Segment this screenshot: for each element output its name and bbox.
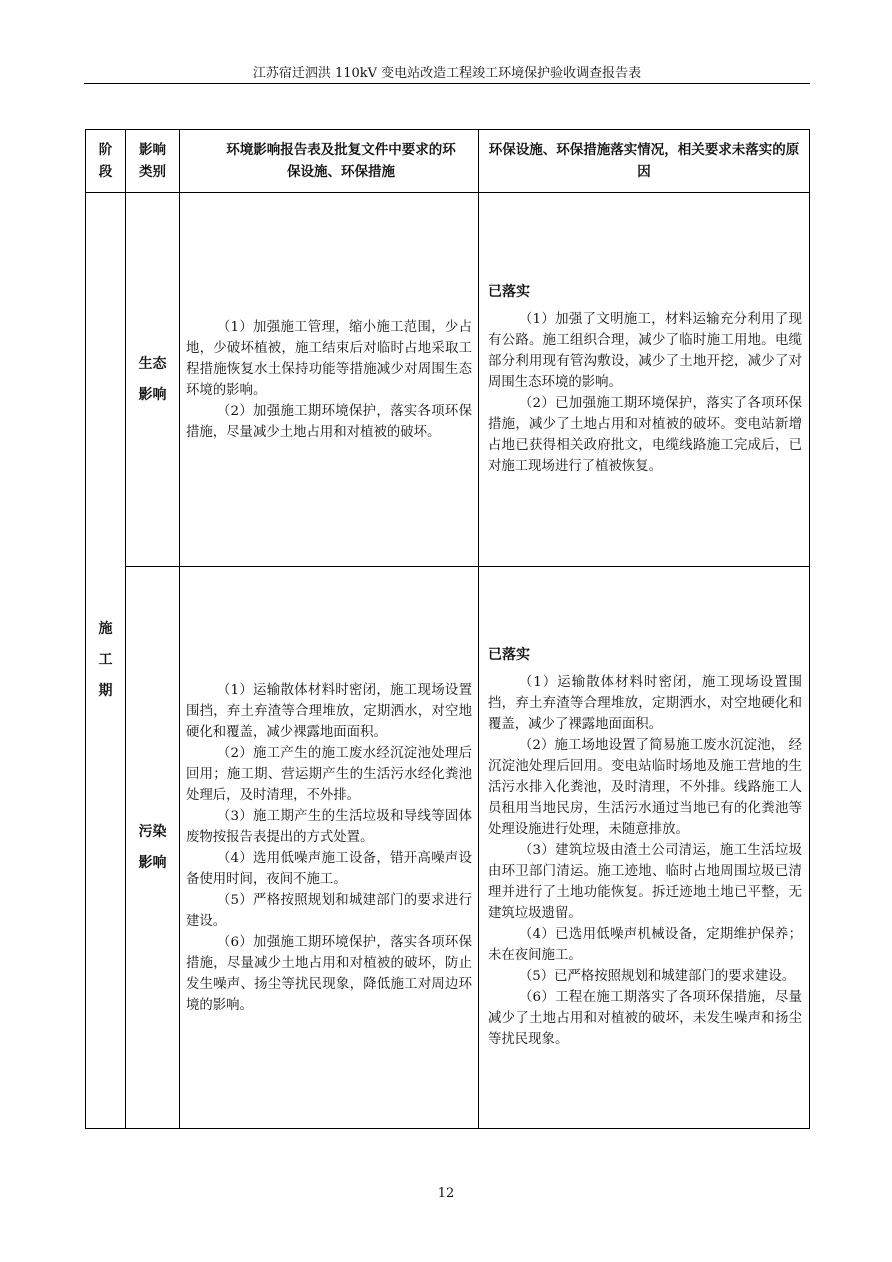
category-label bbox=[126, 817, 179, 879]
stage-label-char: 工 bbox=[98, 652, 113, 668]
category-label-line: 生态 bbox=[138, 355, 167, 372]
results-cell-ecology bbox=[479, 193, 810, 567]
requirements-cell-pollution bbox=[180, 567, 479, 1129]
result-item: （2）施工场地设置了简易施工废水沉淀池， 经沉淀池处理后回用。变电站临时场地及施工营地的生活污水排入化粪池，及时清理，不外排。线路施工人员租用当地民房，生活污水通过当地已有的化粪池等处理设施进行处理，未随意排放。 bbox=[488, 738, 802, 837]
requirements-cell-ecology bbox=[180, 193, 479, 567]
table-header-row bbox=[86, 130, 810, 193]
category-label bbox=[126, 349, 179, 411]
requirement-item: （1）运输散体材料时密闭，施工现场设置围挡，弃土弃渣等合理堆放，定期洒水，对空地硬化和覆盖，减少裸露地面面积。 bbox=[186, 682, 472, 740]
requirement-item: （2）加强施工期环境保护，落实各项环保措施，尽量减少土地占用和对植被的破坏。 bbox=[186, 403, 472, 440]
requirement-item: （3）施工期产生的生活垃圾和导线等固体废物按报告表提出的方式处置。 bbox=[186, 808, 472, 845]
category-cell-pollution bbox=[126, 567, 180, 1129]
header-rule bbox=[84, 83, 810, 84]
col-header-requirements: 环境影响报告表及批复文件中要求的环保设施、环保措施 bbox=[180, 130, 479, 193]
stage-label bbox=[86, 614, 125, 707]
result-item: （3）建筑垃圾由渣土公司清运，施工生活垃圾由环卫部门清运。施工迹地、临时占地周围垃圾已清理并进行了土地功能恢复。拆迁迹地土地已平整，无建筑垃圾遗留。 bbox=[488, 843, 802, 921]
result-item: （1）运输散体材料时密闭，施工现场设置围挡，弃土弃渣等合理堆放，定期洒水，对空地硬化和覆盖，减少了裸露地面面积。 bbox=[488, 675, 802, 732]
col-header-stage: 阶段 bbox=[86, 130, 126, 193]
page-number: 12 bbox=[437, 1186, 455, 1201]
measures-table bbox=[85, 129, 810, 1129]
category-label-line: 影响 bbox=[138, 386, 167, 403]
status-label: 已落实 bbox=[488, 284, 530, 300]
document-header: 江苏宿迁泗洪 110kV 变电站改造工程竣工环境保护验收调查报告表 bbox=[252, 66, 642, 81]
result-item: （1）加强了文明施工，材料运输充分利用了现有公路。施工组织合理，减少了临时施工用地。电缆部分利用现有管沟敷设，减少了土地开挖，减少了对周围生态环境的影响。 bbox=[488, 312, 802, 390]
col-header-category: 影响类别 bbox=[126, 130, 180, 193]
result-item: （6）工程在施工期落实了各项环保措施，尽量减少了土地占用和对植被的破坏，未发生噪声和扬尘等扰民现象。 bbox=[488, 990, 802, 1047]
category-cell-ecology bbox=[126, 193, 180, 567]
requirement-item: （5）严格按照规划和城建部门的要求进行建设。 bbox=[186, 892, 472, 929]
requirement-item: （6）加强施工期环境保护，落实各项环保措施，尽量减少土地占用和对植被的破坏，防止发生噪声、扬尘等扰民现象，降低施工对周边环境的影响。 bbox=[186, 934, 472, 1013]
requirement-item: （4）选用低噪声施工设备，错开高噪声设备使用时间，夜间不施工。 bbox=[186, 850, 472, 887]
col-header-results: 环保设施、环保措施落实情况，相关要求未落实的原因 bbox=[479, 130, 810, 193]
requirement-item: （1）加强施工管理，缩小施工范围，少占地，少破坏植被，施工结束后对临时占地采取工程措施恢复水土保持功能等措施减少对周围生态环境的影响。 bbox=[186, 319, 472, 398]
stage-label-char: 施 bbox=[98, 621, 113, 637]
table-row-pollution bbox=[86, 567, 810, 1129]
results-cell-pollution bbox=[479, 567, 810, 1129]
result-item: （2）已加强施工期环境保护，落实了各项环保措施，减少了土地占用和对植被的破坏。变电站新增占地已获得相关政府批文，电缆线路施工完成后，已对施工现场进行了植被恢复。 bbox=[488, 396, 802, 474]
result-item: （5）已严格按照规划和城建部门的要求建设。 bbox=[518, 969, 796, 984]
status-label: 已落实 bbox=[488, 647, 530, 663]
stage-label-char: 期 bbox=[98, 683, 113, 699]
table-row-ecology bbox=[86, 193, 810, 567]
result-item: （4）已选用低噪声机械设备，定期维护保养；未在夜间施工。 bbox=[488, 927, 802, 963]
category-label-line: 影响 bbox=[138, 854, 167, 871]
requirement-item: （2）施工产生的施工废水经沉淀池处理后回用；施工期、营运期产生的生活污水经化粪池处理后，及时清理，不外排。 bbox=[186, 745, 472, 803]
category-label-line: 污染 bbox=[138, 823, 167, 840]
stage-cell bbox=[86, 193, 126, 1129]
